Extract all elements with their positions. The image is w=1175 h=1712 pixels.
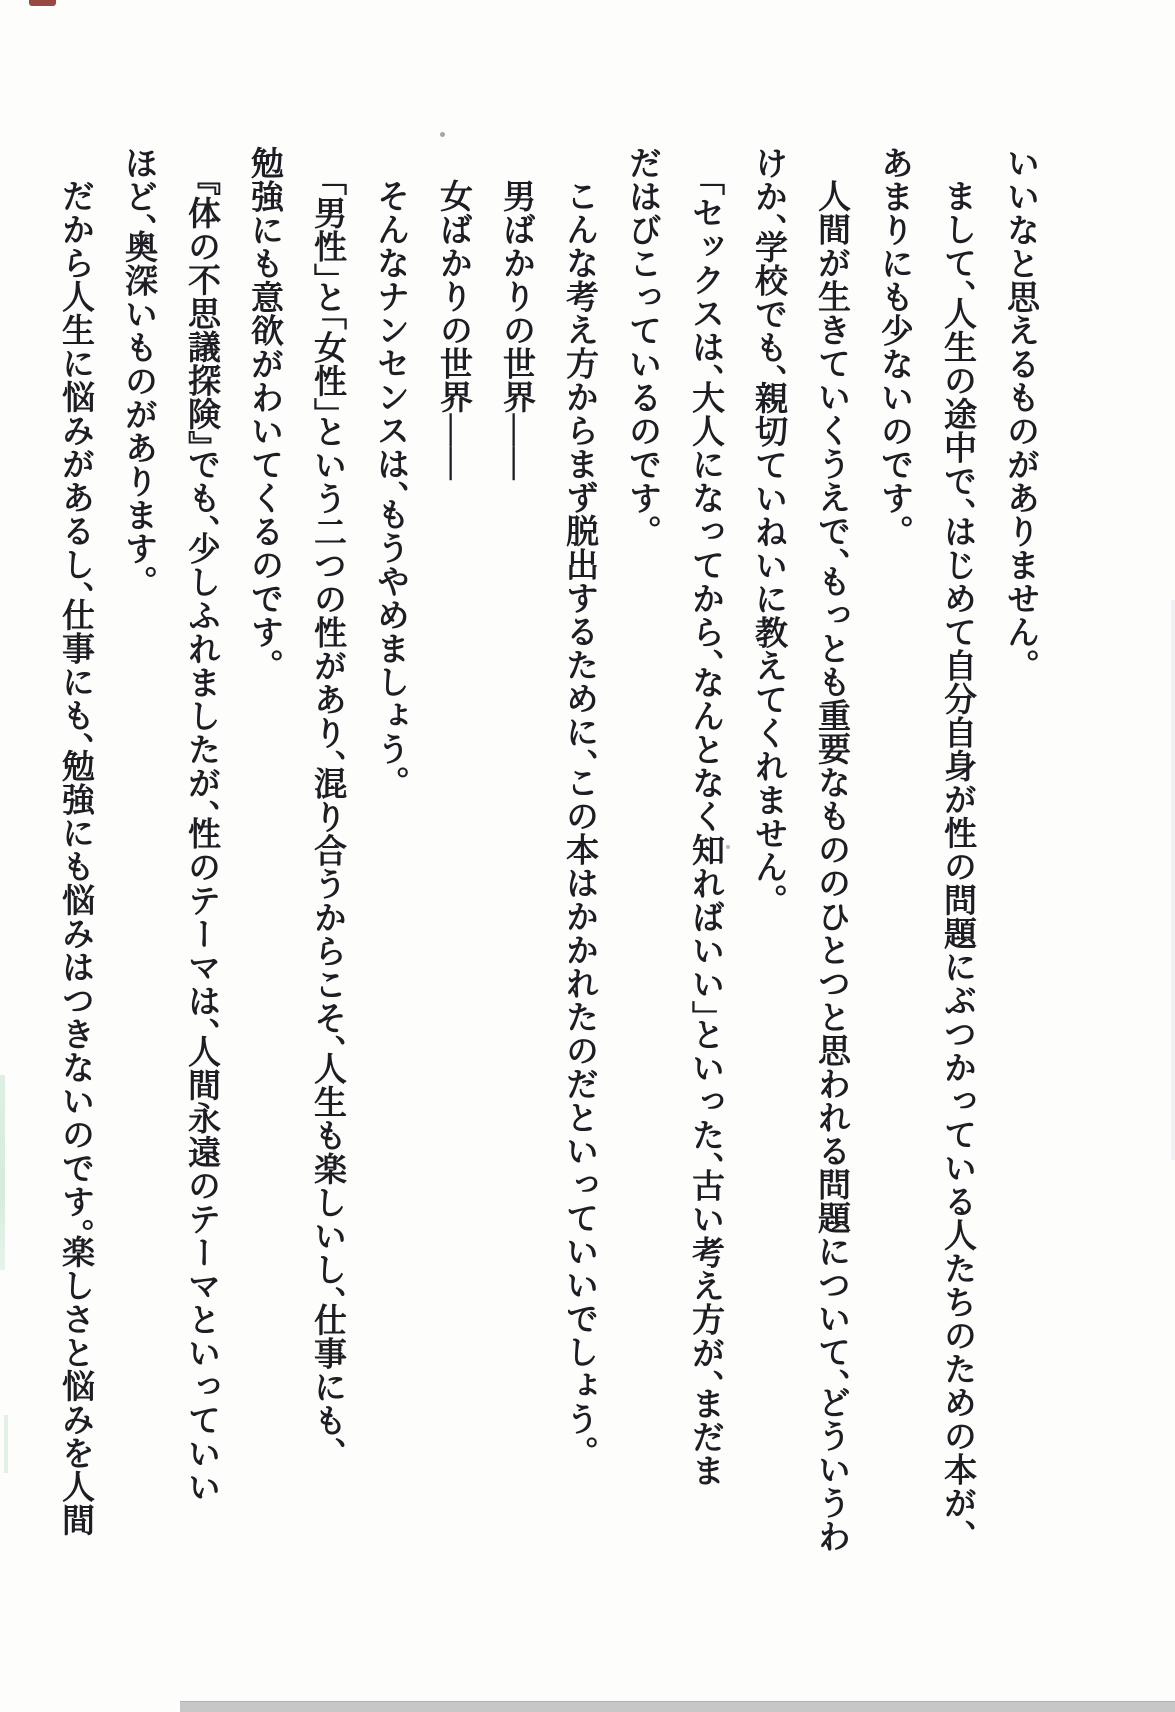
text-column-5: けか、学校でも、親切ていねいに教えてくれません。	[750, 146, 786, 901]
scan-right-edge-streak	[1171, 600, 1175, 1160]
scan-speck	[440, 132, 445, 137]
text-column-6: 「セックスは、大人になってから、なんとなく知ればいい」といった、古い考え方が、まだま	[687, 179, 723, 1487]
text-column-14: 『体の不思議探険』でも、少しふれましたが、性のテーマは、人間永遠のテーマといっていい	[183, 179, 219, 1504]
scan-corner-mark	[29, 0, 56, 6]
text-column-7: だはびこっているのです。	[624, 146, 660, 532]
text-column-10: 女ばかりの世界――	[435, 179, 471, 481]
text-column-12: 「男性」と「女性」という二つの性があり、混り合うからこそ、人生も楽しいし、仕事にも、	[309, 179, 345, 1454]
text-column-8: こんな考え方からまず脱出するために、この本はかかれたのだといっていいでしょう。	[561, 179, 597, 1453]
text-column-16: だから人生に悩みがあるし、仕事にも、勉強にも悩みはつきないのです。楽しさと悩みを人間	[57, 179, 93, 1537]
scan-left-edge-streak	[4, 1415, 8, 1473]
text-column-2: まして、人生の途中で、はじめて自分自身が性の問題にぶつかっている人たちのための本が、	[939, 179, 975, 1537]
text-column-15: ほど、奥深いものがあります。	[120, 146, 156, 582]
text-column-3: あまりにも少ないのです。	[876, 146, 912, 532]
text-column-4: 人間が生きていくうえで、もっとも重要なもののひとつと思われる問題について、どういうわ	[813, 179, 849, 1553]
text-column-11: そんなナンセンスは、もうやめましょう。	[372, 179, 408, 783]
vertical-text-block	[43, 146, 1051, 1602]
text-column-13: 勉強にも意欲がわいてくるのです。	[246, 146, 282, 666]
scan-left-edge-streak	[0, 1075, 5, 1270]
scan-edge-bar	[180, 1701, 1175, 1712]
text-column-1: いいなと思えるものがありません。	[1002, 146, 1038, 666]
text-column-9: 男ばかりの世界――	[498, 179, 534, 481]
